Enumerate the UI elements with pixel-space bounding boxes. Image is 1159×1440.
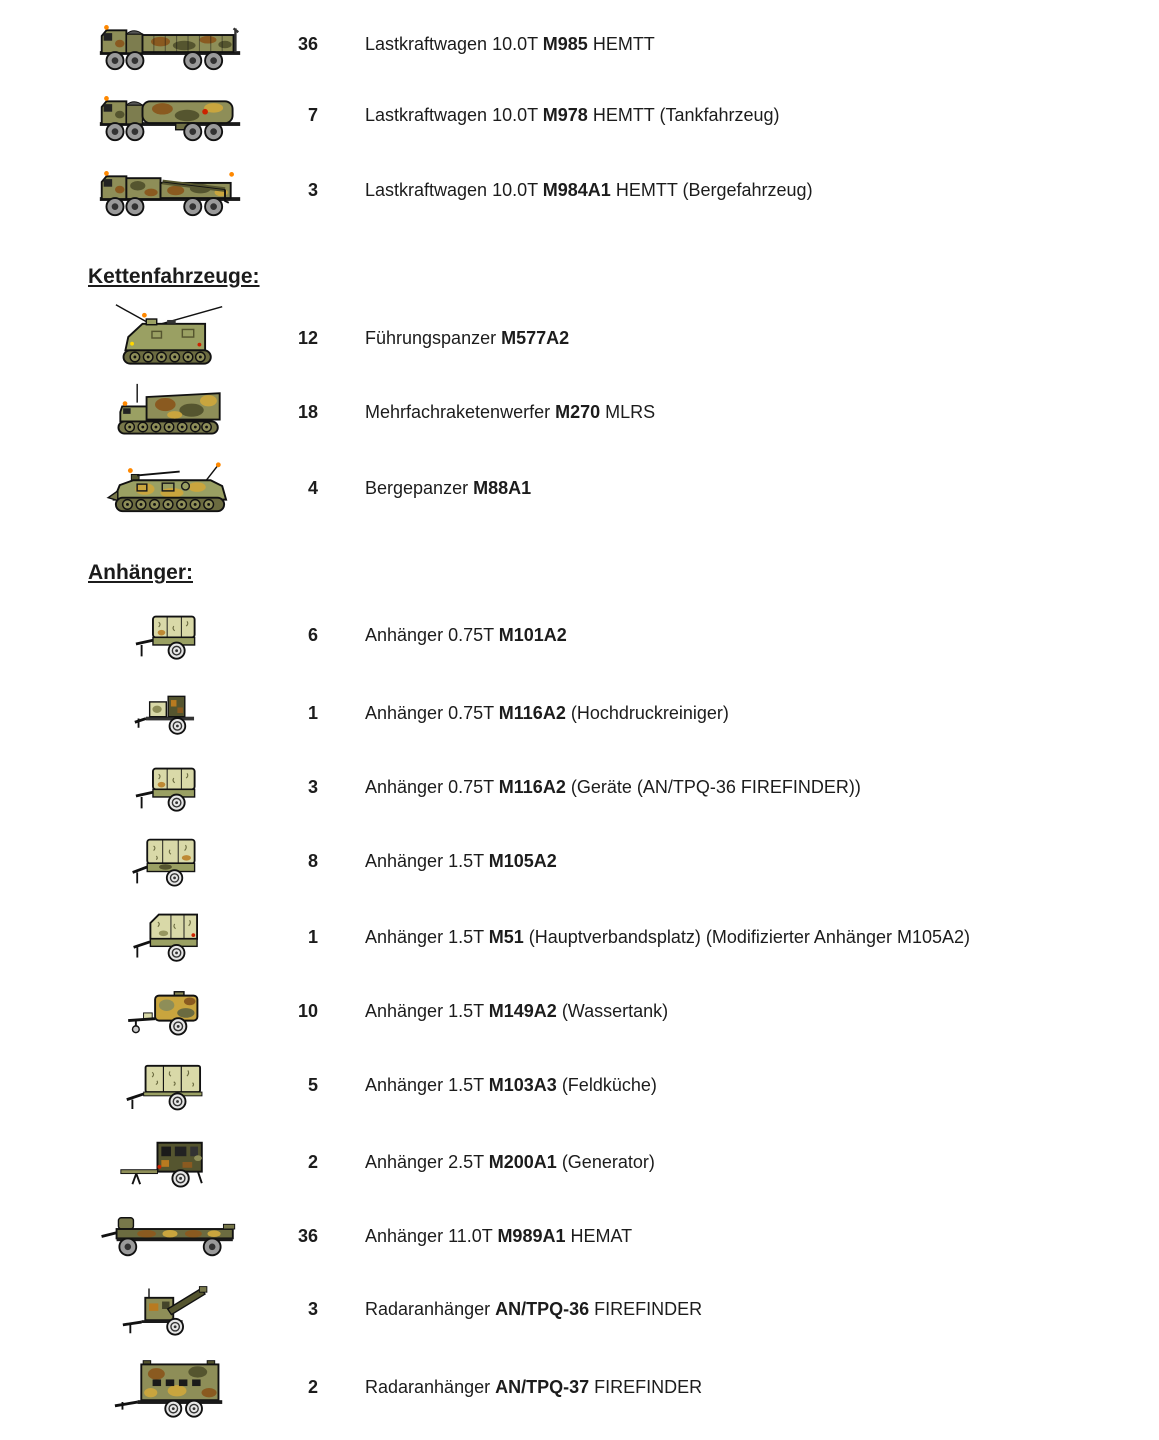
vehicle-row bbox=[0, 897, 1159, 977]
description-pre: Anhänger 1.5T bbox=[365, 850, 489, 871]
vehicle-description bbox=[365, 625, 567, 646]
vehicle-image-cell bbox=[60, 17, 280, 72]
vehicle-description bbox=[365, 703, 729, 724]
vehicle-description bbox=[365, 328, 569, 349]
description-post: HEMAT bbox=[565, 1225, 633, 1246]
description-post: FIREFINDER bbox=[589, 1298, 703, 1319]
model-designation: M984A1 bbox=[542, 179, 611, 200]
model-designation: M88A1 bbox=[473, 477, 532, 498]
vehicle-image-cell bbox=[60, 1214, 280, 1259]
field-kitchen-trailer-icon bbox=[123, 1058, 217, 1113]
vehicle-image-cell bbox=[60, 1135, 280, 1189]
vehicle-row bbox=[0, 1269, 1159, 1349]
vehicle-image-cell bbox=[60, 459, 280, 517]
covered-trailer-small-icon bbox=[132, 761, 208, 814]
quantity-value: 3 bbox=[307, 776, 318, 797]
model-designation: M989A1 bbox=[497, 1225, 566, 1246]
vehicle-image-cell bbox=[60, 1058, 280, 1113]
description-pre: Anhänger 0.75T bbox=[365, 702, 499, 723]
vehicle-image-cell bbox=[60, 834, 280, 889]
description-pre: Führungspanzer bbox=[365, 327, 502, 348]
vehicle-description bbox=[365, 1152, 655, 1173]
vehicle-image-cell bbox=[60, 1281, 280, 1337]
vehicle-image-cell bbox=[60, 687, 280, 739]
vehicle-row bbox=[0, 448, 1159, 528]
description-post: (Generator) bbox=[556, 1151, 655, 1172]
quantity-value: 4 bbox=[307, 477, 318, 498]
vehicle-description bbox=[365, 34, 655, 55]
equipment-trailer-icon bbox=[133, 687, 207, 739]
vehicle-description bbox=[365, 105, 780, 126]
model-designation: M116A2 bbox=[498, 702, 566, 723]
quantity-value: 5 bbox=[307, 1074, 318, 1095]
vehicle-row bbox=[0, 971, 1159, 1051]
vehicle-row bbox=[0, 1122, 1159, 1202]
vehicle-description bbox=[365, 1075, 657, 1096]
description-pre: Mehrfachraketenwerfer bbox=[365, 401, 556, 422]
model-designation: M103A3 bbox=[488, 1074, 557, 1095]
description-pre: Anhänger 2.5T bbox=[365, 1151, 489, 1172]
vehicle-row bbox=[0, 747, 1159, 827]
vehicle-description bbox=[365, 1001, 668, 1022]
model-designation: M116A2 bbox=[498, 776, 566, 797]
description-pre: Bergepanzer bbox=[365, 477, 474, 498]
section-heading-anhaenger: Anhänger: bbox=[88, 561, 193, 584]
generator-trailer-icon bbox=[117, 1135, 223, 1189]
section-heading-kettenfahrzeuge: Kettenfahrzeuge: bbox=[88, 265, 260, 288]
vehicle-image-cell bbox=[60, 382, 280, 442]
description-post: (Wassertank) bbox=[556, 1000, 669, 1021]
quantity-value: 10 bbox=[297, 1000, 318, 1021]
covered-trailer-small-icon bbox=[132, 609, 208, 662]
model-designation: AN/TPQ-37 bbox=[495, 1376, 590, 1397]
model-designation: M270 bbox=[555, 401, 601, 422]
description-pre: Anhänger 1.5T bbox=[365, 1074, 489, 1095]
description-pre: Lastkraftwagen 10.0T bbox=[365, 33, 543, 54]
vehicle-image-cell bbox=[60, 909, 280, 965]
m88-recovery-vehicle-icon bbox=[102, 459, 238, 517]
quantity-value: 36 bbox=[297, 33, 318, 54]
vehicle-row bbox=[0, 1045, 1159, 1125]
vehicle-image-cell bbox=[60, 88, 280, 143]
description-post: (Feldküche) bbox=[556, 1074, 657, 1095]
vehicle-row bbox=[0, 75, 1159, 155]
m270-mlrs-launcher-icon bbox=[109, 382, 231, 442]
vehicle-row bbox=[0, 595, 1159, 675]
quantity-value: 3 bbox=[307, 1298, 318, 1319]
description-post: (Geräte (AN/TPQ-36 FIREFINDER)) bbox=[565, 776, 861, 797]
description-post: FIREFINDER bbox=[589, 1376, 703, 1397]
model-designation: M985 bbox=[542, 33, 588, 54]
vehicle-image-cell bbox=[60, 301, 280, 375]
description-post: (Hochdruckreiniger) bbox=[565, 702, 729, 723]
description-pre: Lastkraftwagen 10.0T bbox=[365, 179, 543, 200]
description-pre: Radaranhänger bbox=[365, 1298, 496, 1319]
quantity-value: 12 bbox=[297, 327, 318, 348]
quantity-value: 18 bbox=[297, 401, 318, 422]
description-post: HEMTT bbox=[587, 33, 655, 54]
vehicle-image-cell bbox=[60, 986, 280, 1036]
description-pre: Lastkraftwagen 10.0T bbox=[365, 104, 543, 125]
model-designation: M978 bbox=[542, 104, 588, 125]
vehicle-row bbox=[0, 673, 1159, 753]
quantity-value: 3 bbox=[307, 179, 318, 200]
model-designation: M200A1 bbox=[488, 1151, 557, 1172]
vehicle-row bbox=[0, 821, 1159, 901]
model-designation: M101A2 bbox=[498, 624, 567, 645]
description-pre: Radaranhänger bbox=[365, 1376, 496, 1397]
description-post: HEMTT (Tankfahrzeug) bbox=[587, 104, 780, 125]
vehicle-description bbox=[365, 1299, 702, 1320]
vehicle-description bbox=[365, 180, 813, 201]
hemtt-wrecker-truck-icon bbox=[94, 163, 246, 218]
quantity-value: 2 bbox=[307, 1376, 318, 1397]
model-designation: M51 bbox=[488, 926, 524, 947]
description-pre: Anhänger 1.5T bbox=[365, 1000, 489, 1021]
quantity-value: 8 bbox=[307, 850, 318, 871]
vehicle-description bbox=[365, 851, 557, 872]
model-designation: M105A2 bbox=[488, 850, 557, 871]
vehicle-description bbox=[365, 1377, 702, 1398]
hemtt-cargo-truck-icon bbox=[94, 17, 246, 72]
covered-trailer-sloped-icon bbox=[128, 909, 212, 965]
vehicle-row bbox=[0, 298, 1159, 378]
description-post: MLRS bbox=[600, 401, 656, 422]
quantity-value: 1 bbox=[307, 702, 318, 723]
quantity-value: 36 bbox=[297, 1225, 318, 1246]
vehicle-image-cell bbox=[60, 761, 280, 814]
vehicle-description bbox=[365, 927, 970, 948]
covered-trailer-medium-icon bbox=[129, 834, 211, 889]
radar-trailer-tpq37-icon bbox=[111, 1355, 229, 1419]
vehicle-image-cell bbox=[60, 609, 280, 662]
description-pre: Anhänger 0.75T bbox=[365, 776, 499, 797]
model-designation: M577A2 bbox=[501, 327, 570, 348]
water-tank-trailer-icon bbox=[124, 986, 216, 1036]
vehicle-row bbox=[0, 1347, 1159, 1427]
quantity-value: 1 bbox=[307, 926, 318, 947]
vehicle-row bbox=[0, 150, 1159, 230]
vehicle-row bbox=[0, 4, 1159, 84]
quantity-value: 6 bbox=[307, 624, 318, 645]
vehicle-image-cell bbox=[60, 163, 280, 218]
vehicle-description bbox=[365, 1226, 632, 1247]
description-pre: Anhänger 0.75T bbox=[365, 624, 499, 645]
description-post: HEMTT (Bergefahrzeug) bbox=[610, 179, 813, 200]
vehicle-row bbox=[0, 372, 1159, 452]
vehicle-image-cell bbox=[60, 1355, 280, 1419]
description-post: (Hauptverbandsplatz) (Modifizierter Anhänger M105A2) bbox=[523, 926, 971, 947]
model-designation: AN/TPQ-36 bbox=[495, 1298, 590, 1319]
m577-command-vehicle-icon bbox=[108, 301, 232, 375]
radar-trailer-tpq36-icon bbox=[121, 1281, 219, 1337]
description-pre: Anhänger 11.0T bbox=[365, 1225, 498, 1246]
description-pre: Anhänger 1.5T bbox=[365, 926, 489, 947]
model-designation: M149A2 bbox=[488, 1000, 557, 1021]
quantity-value: 7 bbox=[307, 104, 318, 125]
hemtt-tanker-truck-icon bbox=[94, 88, 246, 143]
vehicle-description bbox=[365, 777, 861, 798]
quantity-value: 2 bbox=[307, 1151, 318, 1172]
vehicle-description bbox=[365, 402, 655, 423]
vehicle-row bbox=[0, 1196, 1159, 1276]
hemat-flatbed-trailer-icon bbox=[99, 1214, 241, 1259]
vehicle-description bbox=[365, 478, 531, 499]
